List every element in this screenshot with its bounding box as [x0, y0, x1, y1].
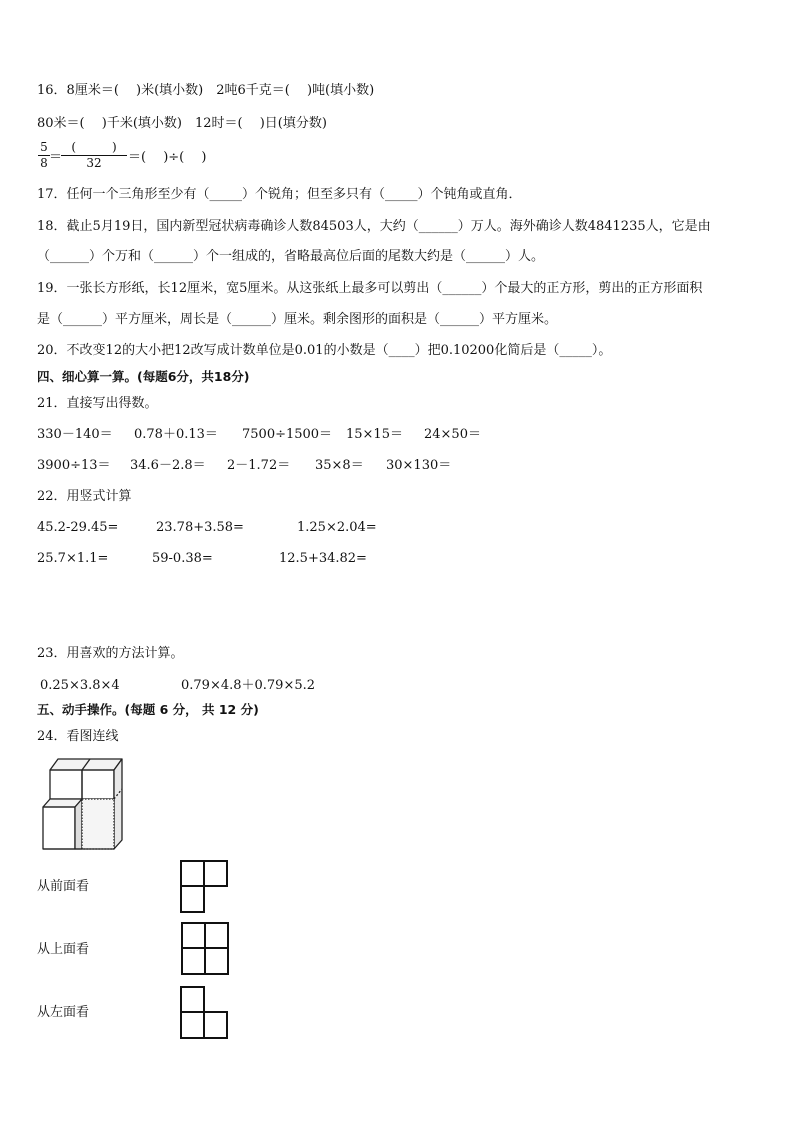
view-shape-1 — [180, 860, 230, 914]
frac2-denominator: 32 — [86, 156, 102, 170]
q21-r2-c5: 30×130＝ — [386, 458, 452, 473]
q16-equals: ＝ — [49, 150, 63, 165]
frac-denominator: 8 — [40, 156, 48, 170]
q16-line2: 80米＝( )千米(填小数) 12时＝( )日(填分数) — [37, 116, 327, 131]
label-top-view: 从上面看 — [37, 942, 90, 957]
q23-expr-1: 0.25×3.8×4 — [40, 678, 120, 693]
frac-numerator: 5 — [40, 140, 48, 154]
q21-r2-c1: 3900÷13＝ — [37, 458, 111, 473]
view-shape-2 — [181, 922, 231, 976]
q17: 17．任何一个三角形至少有（_____）个锐角；但至多只有（_____）个钝角或直角． — [37, 187, 522, 202]
q19-line1: 19．一张长方形纸，长12厘米，宽5厘米。从这张纸上最多可以剪出（______）个最大的正方形，剪出的正方形面积 — [37, 281, 703, 296]
q21-r1-c3: 7500÷1500＝ — [242, 427, 333, 442]
q21-r1-c1: 330－140＝ — [37, 427, 113, 442]
q24-title: 24．看图连线 — [37, 729, 119, 744]
q16-line1: 16．8厘米＝( )米(填小数) 2吨6千克＝( )吨(填小数) — [37, 83, 375, 98]
q22-r2-c1: 25.7×1.1= — [37, 551, 109, 566]
q22-r2-c3: 12.5+34.82= — [279, 551, 367, 566]
q21-r1-c2: 0.78＋0.13＝ — [134, 427, 218, 442]
q21-r1-c4: 15×15＝ — [346, 427, 403, 442]
section-5-heading: 五、动手操作。(每题 6 分， 共 12 分) — [37, 702, 259, 717]
q16-tail: ＝( )÷( ) — [128, 150, 207, 165]
section-4-heading: 四、细心算一算。(每题6分，共18分) — [37, 369, 250, 384]
q21-r2-c2: 34.6－2.8＝ — [130, 458, 206, 473]
q21-r1-c5: 24×50＝ — [424, 427, 481, 442]
q19-line2: 是（______）平方厘米，周长是（______）厘米。剩余图形的面积是（______）平方厘米。 — [37, 312, 558, 327]
q16-fraction-blank — [61, 141, 127, 170]
q23-expr-2: 0.79×4.8＋0.79×5.2 — [181, 678, 316, 693]
q22-r1-c3: 1.25×2.04= — [297, 520, 377, 535]
q18-line1: 18．截止5月19日，国内新型冠状病毒确诊人数84503人，大约（______）万人。海外确诊人数4841235人，它是由 — [37, 219, 711, 234]
q22-r1-c2: 23.78+3.58= — [156, 520, 244, 535]
q22-title: 22．用竖式计算 — [37, 489, 132, 504]
q22-r1-c1: 45.2-29.45= — [37, 520, 119, 535]
q22-r2-c2: 59-0.38= — [152, 551, 213, 566]
q21-r2-c3: 2－1.72＝ — [227, 458, 291, 473]
label-front-view: 从前面看 — [37, 879, 90, 894]
q21-title: 21．直接写出得数。 — [37, 396, 158, 411]
label-left-view: 从左面看 — [37, 1005, 90, 1020]
view-shape-3 — [180, 986, 230, 1040]
q18-line2: （______）个万和（______）个一组成的，省略最高位后面的尾数大约是（______）人。 — [37, 249, 545, 264]
q20: 20．不改变12的大小把12改写成计数单位是0.01的小数是（____）把0.10200化简后是（_____）。 — [37, 343, 612, 358]
q21-r2-c4: 35×8＝ — [315, 458, 364, 473]
q23-title: 23．用喜欢的方法计算。 — [37, 646, 184, 661]
frac2-numerator: ( ) — [71, 140, 117, 154]
cube-stack-figure — [38, 755, 133, 855]
